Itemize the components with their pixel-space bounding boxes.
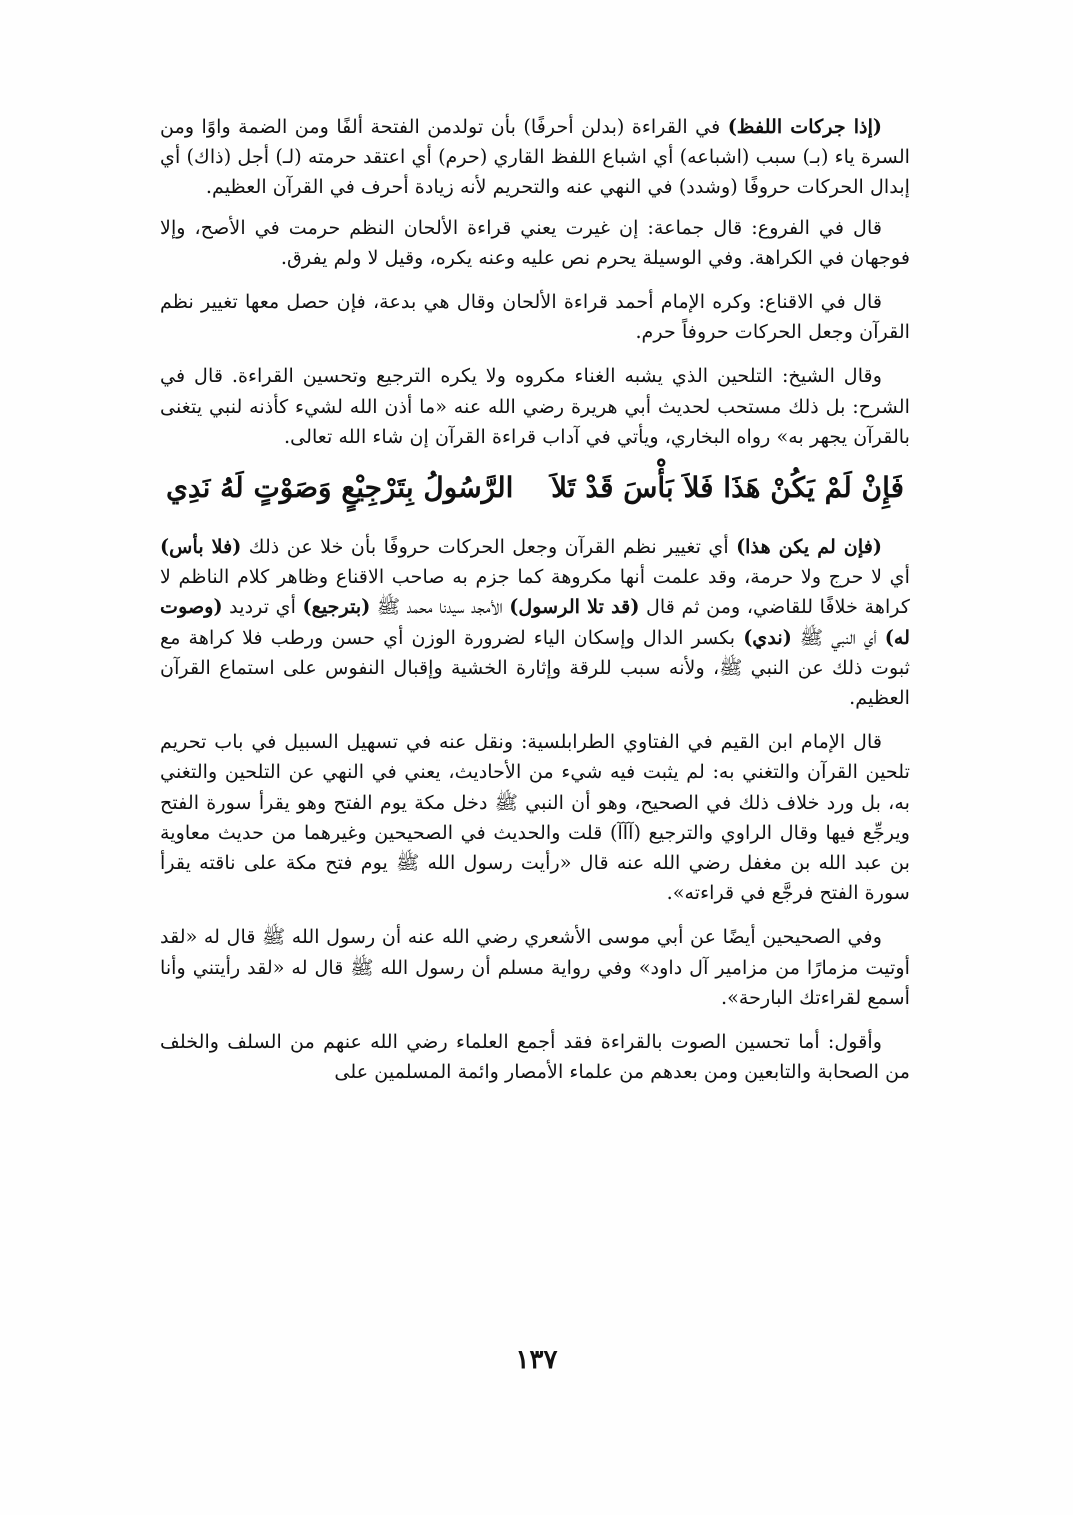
quoted-verse-fragment: (بترجيع) <box>302 595 371 619</box>
paragraph-3 <box>160 287 910 347</box>
verse-hemistich-left: الرَّسُولُ بِتَرْجِيْعٍ وَصَوْتٍ لَهُ نَدِي <box>166 471 514 505</box>
quoted-verse-fragment: (ندي) <box>743 625 792 649</box>
paragraph-2 <box>160 213 910 273</box>
paragraph-text: الأمجد سيدنا محمد ﷺ <box>370 595 510 619</box>
paragraph-text: أي ترديد <box>222 595 303 619</box>
paragraph-text: في القراءة (بدلن أحرفًا) بأن تولدمن الفتحة ألفًا ومن الضمة واوًا ومن السرة ياء (بـ) سبب (اشباعه) أي اشباع اللفظ القاري (حرم) أي اعتقد حرمته (لـ) أجل (ذاك) أي إبدال الحركات حروفًا (وشدد) في النهي عنه والتحريم لأنه زيادة أحرف في القرآن العظيم. <box>160 115 910 199</box>
paragraph-6 <box>160 727 910 908</box>
paragraph-text: أي النبي ﷺ <box>791 625 885 649</box>
paragraph-text: بكسر الدال وإسكان الياء لضرورة الوزن أي حسن ورطب فلا كراهة مع ثبوت ذلك عن النبي ﷺ، ولأنه سبب للرقة وإثارة الخشية وإقبال النفوس على استماع القرآن العظيم. <box>160 625 910 710</box>
verse-hemistich-right: فَإِنْ لَمْ يَكُنْ هَذَا فَلاَ بَأْسَ قَدْ تَلاَ <box>551 471 904 505</box>
page-number: ١٣٧ <box>515 1345 558 1375</box>
quoted-verse-fragment: (قد تلا الرسول) <box>509 595 640 619</box>
paragraph-4 <box>160 361 910 452</box>
quoted-verse-fragment: (إذا جركات اللفظ) <box>727 115 882 138</box>
paragraph-7 <box>160 922 910 1013</box>
paragraph-text: قال الإمام ابن القيم في الفتاوي الطرابلسية: ونقل عنه في تسهيل السبيل في باب تحريم تلحين القرآن والتغني به: لم يثبت فيه شيء من الأحاديث، يعني في النهي عن التلحين والتغني به، بل ورد خلاف ذلك في الصحيح، وهو أن النبي ﷺ دخل مكة يوم الفتح وهو يقرأ سورة الفتح ويرجِّع فيها وقال الراوي والترجيع (آآآ) قلت والحديث في الصحيحين وغيرهما من حديث معاوية بن عبد الله بن مغفل رضي الله عنه قال «رأيت رسول الله ﷺ يوم فتح مكة على ناقته يقرأ سورة الفتح فرجَّع في قراءته». <box>160 730 910 905</box>
paragraph-text: أي تغيير نظم القرآن وجعل الحركات حروفًا بأن خلا عن ذلك <box>241 535 737 559</box>
quoted-verse-fragment: (فلا بأس) <box>160 535 242 559</box>
paragraph-text: قال في الاقناع: وكره الإمام أحمد قراءة الألحان وقال هي بدعة، فإن حصل معها تغيير نظم القرآن وجعل الحركات حروفاً حرم. <box>160 290 910 344</box>
paragraph-1 <box>160 112 910 203</box>
paragraph-text: وفي الصحيحين أيضًا عن أبي موسى الأشعري رضي الله عنه أن رسول الله ﷺ قال له «لقد أوتيت مزمارًا من مزامير آل داود» وفي رواية مسلم أن رسول الله ﷺ قال له «لقد رأيتني وأنا أسمع لقراءتك البارحة». <box>160 925 910 1009</box>
paragraph-5 <box>160 532 910 713</box>
poem-verse <box>160 466 910 510</box>
paragraph-text: أي لا حرج ولا حرمة، وقد علمت أنها مكروهة كما جزم به صاحب الاقناع وظاهر كلام الناظم لا كراهة خلافًا للقاضي، ومن ثم قال <box>160 565 910 619</box>
quoted-verse-fragment: (فإن لم يكن هذا) <box>736 535 882 559</box>
paragraph-8 <box>160 1027 910 1087</box>
quoted-verse-fragment: (وصوت له) <box>160 595 910 649</box>
paragraph-text: وقال الشيخ: التلحين الذي يشبه الغناء مكروه ولا يكره الترجيع وتحسين القراءة. قال في الشرح: بل ذلك مستحب لحديث أبي هريرة رضي الله عنه «ما أذن الله لشيء كأذنه لنبي يتغنى بالقرآن يجهر به» رواه البخاري، ويأتي في آداب قراءة القرآن إن شاء الله تعالى. <box>160 364 910 448</box>
paragraph-text: قال في الفروع: قال جماعة: إن غيرت يعني قراءة الألحان النظم حرمت في الأصح، وإلا فوجهان في الكراهة. وفي الوسيلة يحرم نص عليه وعنه يكره، وقيل لا ولم يفرق. <box>160 215 910 269</box>
paragraph-text: وأقول: أما تحسين الصوت بالقراءة فقد أجمع العلماء رضي الله عنهم من السلف والخلف من الصحابة والتابعين ومن بعدهم من علماء الأمصار وائمة المسلمين على <box>160 1030 910 1084</box>
page-body <box>160 112 910 1101</box>
